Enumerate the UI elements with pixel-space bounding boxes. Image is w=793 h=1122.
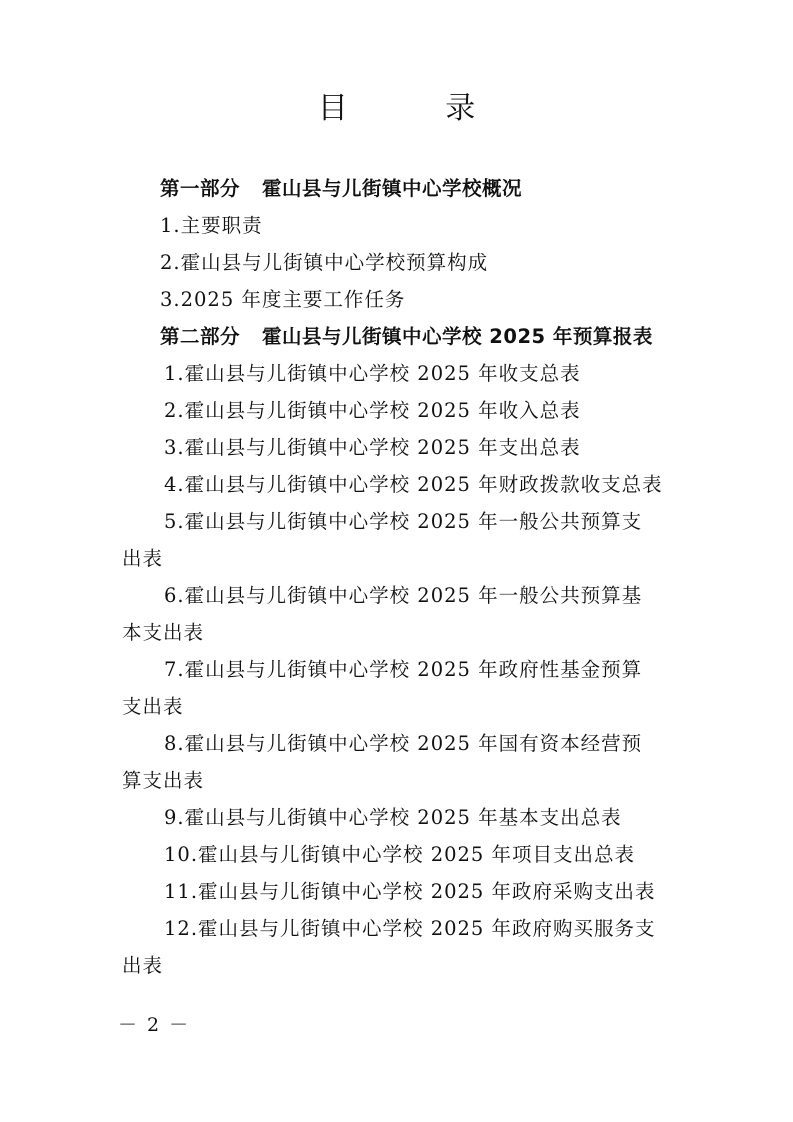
part2-heading[interactable] [122,318,682,355]
toc-item[interactable]: 3.2025 年度主要工作任务 [160,288,406,311]
toc-item[interactable]: 1.霍山县与儿街镇中心学校 2025 年收支总表 [164,362,581,385]
table-of-contents [122,170,682,984]
toc-item[interactable]: 11.霍山县与儿街镇中心学校 2025 年政府采购支出表 [164,880,656,903]
part1-heading[interactable] [122,170,682,207]
toc-item[interactable]: 2.霍山县与儿街镇中心学校 2025 年收入总表 [164,399,581,422]
toc-item[interactable]: 2.霍山县与儿街镇中心学校预算构成 [160,251,489,274]
toc-item[interactable]: 10.霍山县与儿街镇中心学校 2025 年项目支出总表 [164,843,636,866]
toc-item[interactable]: 8.霍山县与儿街镇中心学校 2025 年国有资本经营预算支出表 [122,732,643,792]
part2-label: 第二部分 [160,325,241,348]
toc-item[interactable]: 6.霍山县与儿街镇中心学校 2025 年一般公共预算基本支出表 [122,584,643,644]
toc-item[interactable]: 9.霍山县与儿街镇中心学校 2025 年基本支出总表 [164,806,622,829]
page-title: 目 录 [317,91,520,126]
page-number: － 2 － [118,1014,191,1036]
part1-title: 霍山县与儿街镇中心学校概况 [262,177,523,200]
toc-item[interactable]: 7.霍山县与儿街镇中心学校 2025 年政府性基金预算支出表 [122,658,643,718]
toc-item[interactable]: 12.霍山县与儿街镇中心学校 2025 年政府购买服务支出表 [122,917,656,977]
toc-item[interactable]: 5.霍山县与儿街镇中心学校 2025 年一般公共预算支出表 [122,510,643,570]
part1-label: 第一部分 [160,177,241,200]
toc-item[interactable]: 3.霍山县与儿街镇中心学校 2025 年支出总表 [164,436,581,459]
toc-item[interactable]: 1.主要职责 [160,214,263,237]
toc-item[interactable]: 4.霍山县与儿街镇中心学校 2025 年财政拨款收支总表 [164,473,663,496]
part2-title: 霍山县与儿街镇中心学校 2025 年预算报表 [262,325,653,348]
